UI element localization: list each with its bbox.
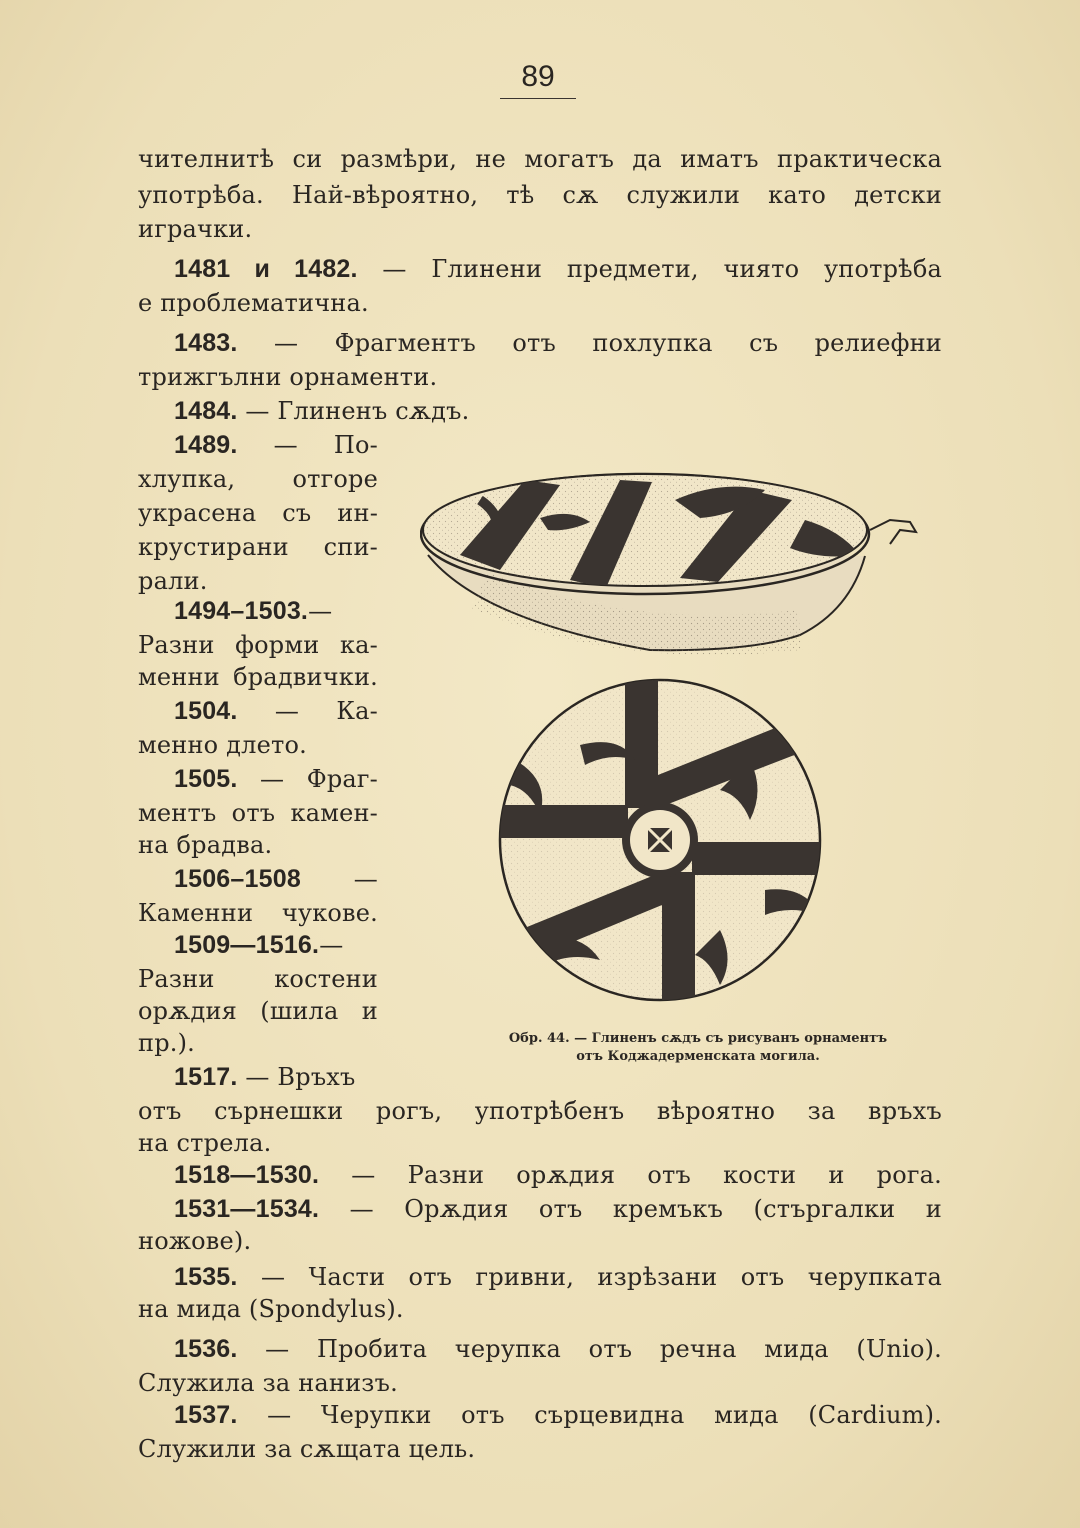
line-text: менни брадвички. — [138, 663, 378, 691]
text-line — [138, 1126, 271, 1160]
line-text: Каменни чукове. — [138, 899, 378, 927]
text-line — [138, 896, 378, 930]
text-line — [138, 142, 942, 176]
entry-number: 1481 и 1482. — [174, 255, 358, 283]
text-line — [138, 178, 942, 212]
entry-text: — Връхъ — [237, 1063, 356, 1091]
entry-number: 1509—1516. — [174, 931, 320, 959]
entry-number: 1483. — [174, 329, 238, 357]
entry-text: — Пробита черупка отъ речна мида (Unio). — [237, 1335, 942, 1363]
line-text: на брадва. — [138, 831, 273, 859]
entry-line — [138, 1398, 942, 1432]
entry-text: — Глиненъ сѫдъ. — [237, 397, 470, 425]
text-line — [138, 962, 378, 996]
entry-line — [138, 1060, 356, 1094]
entry-line — [138, 694, 378, 728]
text-line — [138, 1432, 475, 1466]
entry-number: 1505. — [174, 765, 238, 793]
entry-line — [138, 762, 378, 796]
text-line — [138, 212, 252, 246]
line-text: рали. — [138, 567, 208, 595]
entry-line — [138, 862, 378, 896]
entry-line — [138, 928, 378, 962]
text-line — [138, 496, 378, 530]
line-text: употрѣба. Най-вѣроятно, тѣ сѫ служили като детски — [138, 181, 942, 209]
text-line — [138, 994, 378, 1028]
entry-text: — Ка- — [237, 697, 378, 725]
entry-number: 1506–1508 — [174, 865, 301, 893]
text-line — [138, 828, 272, 862]
line-text: играчки. — [138, 215, 253, 243]
entry-number: 1494–1503. — [174, 597, 309, 625]
clay-vessel-illustration — [420, 460, 950, 1020]
entry-text: — — [319, 931, 344, 959]
entry-line — [138, 326, 942, 360]
text-line — [138, 530, 378, 564]
bowl-side-view — [420, 460, 916, 650]
entry-line — [138, 1332, 942, 1366]
entry-number: 1531—1534. — [174, 1195, 320, 1223]
entry-text: — Фраг- — [237, 765, 378, 793]
line-text: орѫдия (шила и — [138, 997, 378, 1025]
text-line — [138, 796, 378, 830]
entry-number: 1517. — [174, 1063, 238, 1091]
page-number: 89 — [500, 60, 576, 99]
text-line — [138, 1094, 942, 1128]
text-line — [138, 628, 378, 662]
text-line — [138, 1292, 404, 1326]
line-text: трижгълни орнаменти. — [138, 363, 438, 391]
text-line — [138, 728, 307, 762]
text-line — [138, 360, 437, 394]
entry-number: 1537. — [174, 1401, 238, 1429]
line-text: хлупка, отгоре — [138, 465, 378, 493]
line-text: пр.). — [138, 1029, 195, 1057]
entry-text: — Разни орѫдия отъ кости и рога. — [319, 1161, 942, 1189]
line-text: менно длето. — [138, 731, 307, 759]
entry-line — [138, 252, 942, 286]
entry-line — [138, 594, 378, 628]
entry-text: — По- — [237, 431, 378, 459]
text-line — [138, 660, 378, 694]
entry-line — [138, 1192, 942, 1226]
text-line — [138, 564, 208, 598]
entry-text: — Части отъ гривни, изрѣзани отъ черупката — [237, 1263, 942, 1291]
line-text: украсена съ ин- — [138, 499, 378, 527]
text-line — [138, 1224, 251, 1258]
entry-text: — Фрагментъ отъ похлупка съ релиефни — [237, 329, 942, 357]
bowl-top-view — [500, 680, 820, 1005]
entry-number: 1489. — [174, 431, 238, 459]
entry-text: — — [300, 865, 378, 893]
text-line — [138, 1366, 398, 1400]
line-text: отъ сърнешки рогъ, употрѣбенъ вѣроятно за връхъ — [138, 1097, 942, 1125]
entry-line — [138, 1158, 942, 1192]
line-text: Разни костени — [138, 965, 378, 993]
line-text: Служили за сѫщата цель. — [138, 1435, 476, 1463]
line-text: ножове). — [138, 1227, 252, 1255]
entry-number: 1518—1530. — [174, 1161, 320, 1189]
line-text: ментъ отъ камен- — [138, 799, 378, 827]
entry-number: 1504. — [174, 697, 238, 725]
figure-caption — [448, 1030, 948, 1066]
line-text: е проблематична. — [138, 289, 369, 317]
entry-line — [138, 428, 378, 462]
entry-line — [138, 1260, 942, 1294]
line-text: чителнитѣ си размѣри, не могатъ да иматъ практическа — [138, 145, 942, 173]
entry-number: 1536. — [174, 1335, 238, 1363]
caption-line: Обр. 44. — Глиненъ сѫдъ съ рисуванъ орнаментъ — [508, 1031, 888, 1046]
text-line — [138, 462, 378, 496]
text-line — [138, 1026, 195, 1060]
line-text: на мида (Spondylus). — [138, 1295, 404, 1323]
entry-text: — Орѫдия отъ кремъкъ (стъргалки и — [319, 1195, 942, 1223]
line-text: Служила за нанизъ. — [138, 1369, 398, 1397]
entry-line — [138, 394, 469, 428]
entry-text: — Глинени предмети, чиято употрѣба — [357, 255, 942, 283]
text-line — [138, 286, 369, 320]
entry-number: 1535. — [174, 1263, 238, 1291]
line-text: на стрела. — [138, 1129, 272, 1157]
line-text: Разни форми ка- — [138, 631, 378, 659]
line-text: крустирани спи- — [138, 533, 378, 561]
entry-number: 1484. — [174, 397, 238, 425]
caption-line: отъ Коджадерменската могила. — [576, 1049, 820, 1064]
entry-text: — Черупки отъ сърцевидна мида (Cardium). — [237, 1401, 942, 1429]
entry-text: — — [308, 597, 333, 625]
